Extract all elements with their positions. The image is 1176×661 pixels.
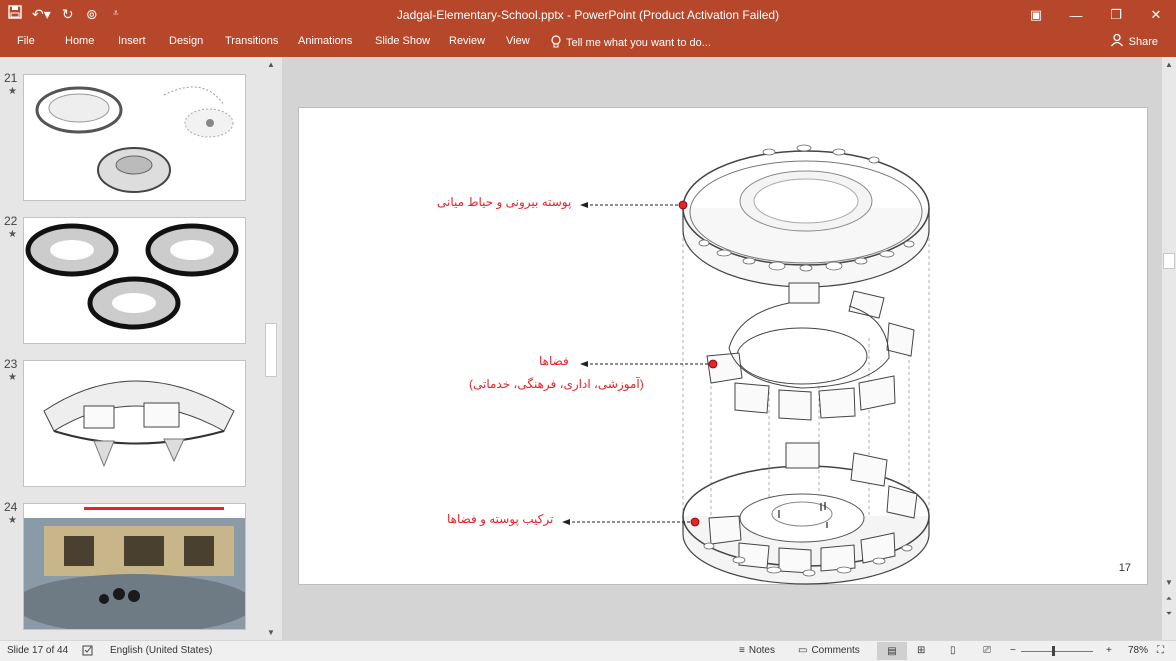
ribbon-tabs [0,30,1176,57]
tab-design[interactable]: Design [169,35,204,47]
shell-ring-drawing [683,145,929,287]
slide-editor [282,57,1162,640]
normal-view-icon[interactable]: ▤ [877,642,907,660]
person-icon [1110,33,1124,50]
animation-star-icon: ★ [8,86,17,97]
language-indicator[interactable]: English (United States) [110,645,213,656]
tab-file[interactable]: File [17,35,35,47]
share-button[interactable] [1110,33,1158,50]
comments-label: Comments [811,645,860,656]
spaces-volumes-drawing [707,283,914,420]
comments-button[interactable] [798,645,860,656]
thumbnail-number: 21 [4,71,18,85]
zoom-in-icon[interactable]: + [1106,645,1112,656]
slideshow-view-icon[interactable]: ⎚ [983,645,991,656]
label-spaces-sub: (آموزشی، اداری، فرهنگی، خدماتی) [469,377,644,391]
comments-icon: ▭ [798,645,808,656]
scroll-thumb[interactable] [1163,253,1175,269]
animation-star-icon: ★ [8,229,17,240]
scroll-down-icon[interactable]: ▼ [1165,578,1173,587]
present-icon[interactable]: ⊚ [85,6,98,22]
scroll-down-icon[interactable]: ▼ [267,628,275,637]
window-controls [1016,0,1176,30]
previous-slide-icon[interactable]: ⏶ [1165,594,1173,603]
minimize-icon[interactable]: — [1069,7,1083,23]
window-title: Jadgal-Elementary-School.pptx - PowerPoint (Product Activation Failed) [396,8,780,22]
redo-icon[interactable]: ↻ [61,6,74,22]
fit-to-window-icon[interactable]: ⛶ [1157,645,1164,656]
zoom-slider-knob[interactable] [1052,646,1055,656]
status-bar [0,640,1176,661]
tab-view[interactable]: View [506,35,530,47]
label-combined: ترکیب پوسته و فضاها [447,512,554,526]
share-label: Share [1128,35,1158,48]
zoom-out-icon[interactable]: − [1010,645,1016,656]
title-bar [0,0,1176,30]
thumbnail-number: 24 [4,500,18,514]
slide-page-number: 17 [1118,562,1131,574]
maximize-icon[interactable]: ❐ [1110,7,1122,22]
undo-icon[interactable]: ↶▾ [32,6,51,22]
editor-scrollbar[interactable] [1162,57,1176,640]
close-icon[interactable]: ✕ [1150,7,1162,22]
next-slide-icon[interactable]: ⏷ [1165,609,1173,618]
scroll-up-icon[interactable]: ▲ [267,60,275,69]
scroll-up-icon[interactable]: ▲ [1165,60,1173,69]
label-spaces: فضاها [539,354,569,368]
thumbnail-number: 22 [4,214,18,228]
scroll-thumb[interactable] [265,323,277,377]
thumbnail-image [23,74,246,201]
slide-diagram [299,108,1149,586]
notes-icon: ≡ [739,645,745,656]
tell-me-search[interactable] [551,35,711,51]
thumbnail-number: 23 [4,357,18,371]
thumbnail-image [23,360,246,487]
tab-animations[interactable]: Animations [298,35,353,47]
thumbnail-image [23,217,246,344]
reading-view-icon[interactable]: ▯ [950,645,956,656]
label-shell: پوسته بیرونی و حیاط میانی [437,195,572,209]
thumbnail-image [23,503,246,630]
tab-review[interactable]: Review [449,35,486,47]
ribbon-display-icon[interactable]: ▣ [1029,7,1043,22]
tab-insert[interactable]: Insert [118,35,146,47]
animation-star-icon: ★ [8,515,17,526]
tab-slide-show[interactable]: Slide Show [375,35,431,47]
zoom-level[interactable]: 78% [1128,645,1149,656]
slide-counter: Slide 17 of 44 [7,645,69,656]
animation-star-icon: ★ [8,372,17,383]
slide-canvas[interactable] [298,107,1148,585]
lightbulb-icon [551,35,561,51]
tab-transitions[interactable]: Transitions [225,35,279,47]
spell-check-icon[interactable] [82,645,94,656]
combined-ring-drawing [683,443,929,584]
tab-home[interactable]: Home [65,35,95,47]
slide-sorter-icon[interactable]: ⊞ [917,645,926,656]
slide-thumbnails-panel [0,57,282,640]
notes-label: Notes [748,645,775,656]
notes-button[interactable] [739,645,775,656]
customize-icon[interactable]: ⩡ [112,8,119,19]
tell-me-text: Tell me what you want to do... [566,37,711,49]
thumbnail-scrollbar[interactable] [264,57,278,640]
zoom-slider[interactable] [1021,651,1093,652]
